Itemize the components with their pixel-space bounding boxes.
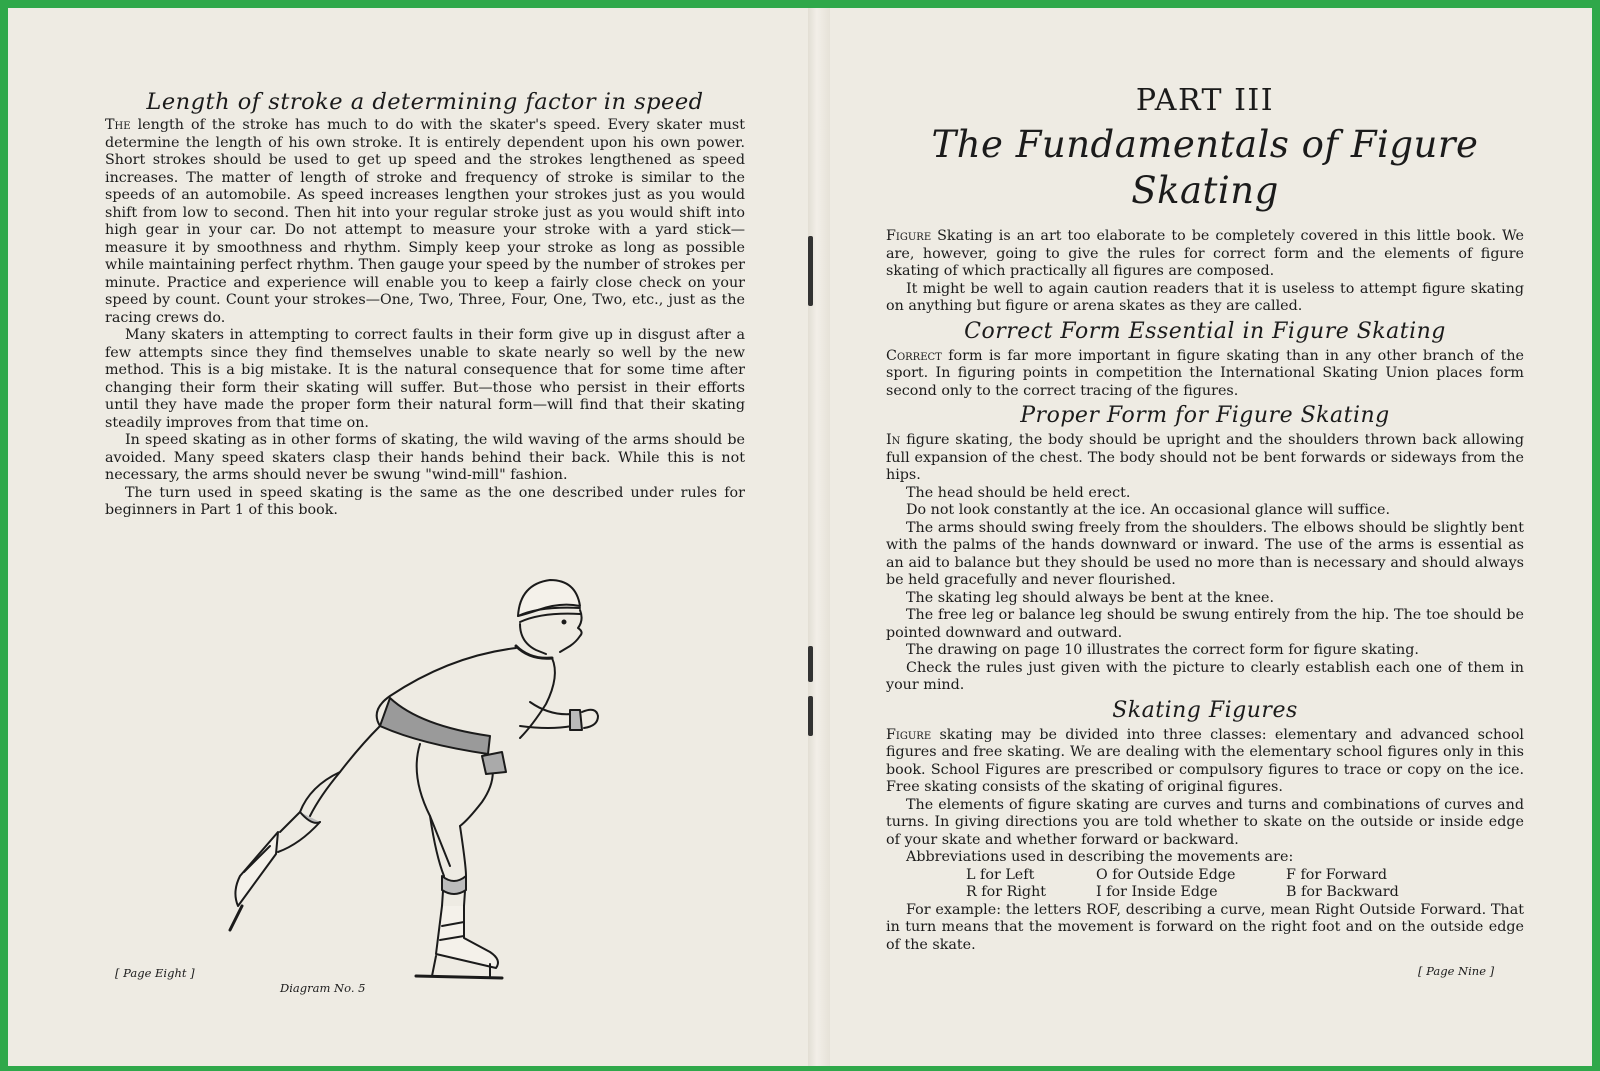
spine bbox=[808, 8, 830, 1066]
paragraph bbox=[886, 432, 1524, 485]
paragraph: The drawing on page 10 illustrates the correct form for figure skating. bbox=[906, 642, 1419, 658]
lead-word: Figure bbox=[886, 228, 932, 244]
abbreviation: R for Right bbox=[966, 884, 1047, 900]
paragraph bbox=[886, 727, 1524, 797]
paragraph-text: skating may be divided into three classes: elementary and advanced school figures and free skating. We are dealing with the elementary school figures only in this book. School Figures are prescribed or compulsory figures to trace or copy on the ice. Free skating consists of the skating of original figures. bbox=[886, 726, 1524, 795]
paragraph-text: Skating is an art too elaborate to be completely covered in this little book. We are, however, going to give the rules for correct form and the elements of figure skating of which practically all figures are composed. bbox=[886, 228, 1524, 279]
paragraph: The free leg or balance leg should be swung entirely from the hip. The toe should be pointed downward and outward. bbox=[886, 607, 1524, 641]
paragraph: For example: the letters ROF, describing a curve, mean Right Outside Forward. That in turn means that the movement is forward on the right foot and on the outside edge of the skate. bbox=[886, 901, 1524, 953]
abbreviation: L for Left bbox=[966, 866, 1035, 883]
paragraph bbox=[886, 348, 1524, 401]
speed-skater-illustration bbox=[220, 576, 600, 1016]
lead-word: In bbox=[886, 432, 901, 448]
lead-word: Correct bbox=[886, 347, 942, 364]
abbreviation: I for Inside Edge bbox=[1096, 884, 1218, 900]
right-page bbox=[886, 84, 1524, 954]
chapter-title: The Fundamentals of Figure Skating bbox=[931, 123, 1479, 212]
page-number: [ Page Eight ] bbox=[115, 966, 195, 980]
staple bbox=[808, 236, 813, 306]
part-heading: PART III bbox=[1135, 83, 1275, 118]
abbreviation-table bbox=[966, 867, 1524, 902]
paragraph-text: length of the stroke has much to do with the skater's speed. Every skater must determine the length of his own stroke. It is entirely dependent upon his own power. Short strokes should be used to get up speed and the strokes lengthened as speed increases. The matter of length of stroke and frequency of stroke is similar to the speeds of an automobile. As speed increases lengthen your strokes just as you would shift from low to second. Then hit into your regular stroke just as you would shift into high gear in your car. Do not attempt to measure your stroke with a yard stick—measure it by smoothness and rhythm. Simply keep your stroke as long as possible while maintaining perfect rhythm. Then gauge your speed by the number of strokes per minute. Practice and experience will enable you to keep a fairly close check on your speed by count. Count your strokes—One, Two, Three, Four, One, Two, etc., just as the racing crews do. bbox=[105, 117, 745, 326]
paragraph: The skating leg should always be bent at the knee. bbox=[906, 589, 1275, 606]
paragraph-text: form is far more important in figure skating than in any other branch of the sport. In figuring points in competition the International Skating Union places form second only to the correct tracing of the figures. bbox=[886, 347, 1524, 399]
left-page bbox=[105, 88, 745, 520]
paragraph: The turn used in speed skating is the same as the one described under rules for beginners in Part 1 of this book. bbox=[105, 484, 745, 518]
paragraph: The elements of figure skating are curves and turns and combinations of curves and turns. In giving directions you are told whether to skate on the outside or inside edge of your skate and whether forward or backward. bbox=[886, 796, 1524, 848]
abbreviation: B for Backward bbox=[1286, 884, 1399, 900]
paragraph: Abbreviations used in describing the movements are: bbox=[906, 849, 1294, 865]
paragraph: It might be well to again caution readers that it is useless to attempt figure skating on anything but figure or arena skates as they are called. bbox=[886, 280, 1524, 314]
section-heading: Length of stroke a determining factor in speed bbox=[146, 89, 704, 115]
paragraph: Check the rules just given with the picture to clearly establish each one of them in your mind. bbox=[886, 659, 1524, 693]
lead-word: The bbox=[105, 117, 131, 133]
staple bbox=[808, 646, 813, 682]
page-number: [ Page Nine ] bbox=[1418, 964, 1495, 978]
paragraph: Do not look constantly at the ice. An occasional glance will suffice. bbox=[906, 502, 1391, 518]
abbreviation: F for Forward bbox=[1286, 866, 1388, 883]
lead-word: Figure bbox=[886, 726, 932, 743]
paragraph: Many skaters in attempting to correct faults in their form give up in disgust after a few attempts since they find themselves unable to skate nearly so well by the new method. This is a big mistake. It is the natural consequence that for some time after changing their form their skating will suffer. But—those who persist in their efforts until they have made the proper form their natural form—will find that their skating steadily improves from that time on. bbox=[105, 327, 745, 431]
staple bbox=[808, 696, 813, 736]
paragraph-text: figure skating, the body should be upright and the shoulders thrown back allowing full expansion of the chest. The body should not be bent forwards or sideways from the hips. bbox=[886, 432, 1525, 483]
paragraph: The arms should swing freely from the shoulders. The elbows should be slightly bent with the palms of the hands downward or inward. The use of the arms is essential as an aid to balance but they should be used no more than is necessary and should always be held gracefully and never flourished. bbox=[886, 519, 1524, 588]
diagram-caption: Diagram No. 5 bbox=[280, 981, 366, 995]
paragraph: In speed skating as in other forms of skating, the wild waving of the arms should be avoided. Many speed skaters clasp their hands behind their back. While this is not necessary, the arms should never be swung "wind-mill" fashion. bbox=[105, 432, 745, 483]
paragraph bbox=[105, 117, 745, 327]
paragraph: The head should be held erect. bbox=[906, 484, 1131, 501]
paragraph bbox=[886, 228, 1524, 281]
section-heading: Correct Form Essential in Figure Skating bbox=[964, 318, 1446, 344]
section-heading: Proper Form for Figure Skating bbox=[1020, 403, 1390, 428]
abbreviation: O for Outside Edge bbox=[1096, 866, 1236, 883]
section-heading: Skating Figures bbox=[1112, 697, 1298, 723]
